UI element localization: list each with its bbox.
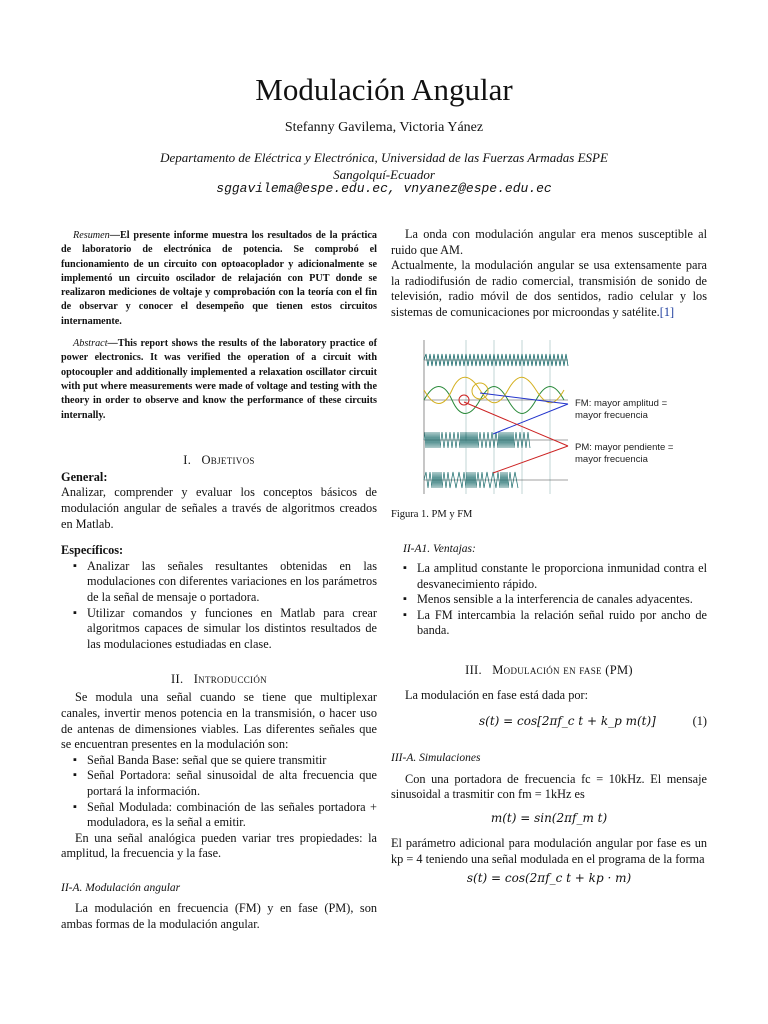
list-item: ▪ Señal Modulada: combinación de las señales portadora + moduladora, es la señal a emitir. bbox=[87, 800, 377, 831]
left-column bbox=[61, 229, 377, 932]
section-number: III. bbox=[465, 662, 482, 677]
simulation-text-2: El parámetro adicional para modulación angular por fase es un kp = 4 teniendo una señal modulada en el programa de la forma bbox=[391, 836, 707, 866]
list-item: ▪ Analizar las señales resultantes obtenidas en las modulaciones con diferentes variaciones en los parámetros de la señal de mensaje o portadora. bbox=[87, 559, 377, 606]
right-column-top bbox=[391, 227, 707, 321]
intro-list bbox=[61, 753, 377, 831]
list-item: ▪ Señal Portadora: señal sinusoidal de alta frecuencia que portará la información. bbox=[87, 768, 377, 799]
section-title: Introducción bbox=[193, 672, 267, 687]
intro-paragraph: Se modula una señal cuando se tiene que multiplexar canales, invertir menos potencia en la transmisión, o hacer uso de antenas de dimensiones viables. Las diferentes señales que se encuentran presentes en la modulación son: bbox=[61, 690, 377, 752]
paper-title: Modulación Angular bbox=[255, 72, 513, 107]
equation-2 bbox=[391, 811, 707, 827]
especificos-label: Específicos: bbox=[61, 543, 124, 558]
ventajas-list bbox=[391, 561, 707, 639]
intro-paragraph-2: En una señal analógica pueden variar tres propiedades: la amplitud, la frecuencia y la fase. bbox=[61, 830, 377, 861]
subsection-simulaciones: III-A. Simulaciones bbox=[391, 751, 481, 764]
list-item: ▪ Menos sensible a la interferencia de canales adyacentes. bbox=[417, 592, 707, 608]
equation-1-formula: s(t) = cos[2πf_c t + k_p m(t)] bbox=[479, 713, 656, 728]
pm-note-line2: mayor frecuencia bbox=[575, 454, 648, 465]
simulation-text: Con una portadora de frecuencia fc = 10kHz. El mensaje sinusoidal a trasmitir con fm = 1kHz es bbox=[391, 771, 707, 802]
section-introduccion-heading bbox=[61, 672, 377, 687]
section-objetivos-heading bbox=[61, 453, 377, 468]
section-suffix: (PM) bbox=[605, 662, 633, 677]
abstract-paragraph bbox=[61, 337, 377, 423]
section-number: I. bbox=[183, 452, 192, 467]
equation-1-number: (1) bbox=[692, 713, 707, 728]
list-item: ▪ La amplitud constante le proporciona inmunidad contra el desvanecimiento rápido. bbox=[417, 561, 707, 592]
abstract-text: —This report shows the results of the laboratory practice of power electronics. It was verified the operation of a circuit with optocoupler and additionally implemented a relaxation oscillator circuit with put where measurements were made of voltage and testing with the theory in order to observe and know the performance of these circuits internally. bbox=[61, 338, 377, 421]
figure-caption: Figura 1. PM y FM bbox=[391, 509, 473, 520]
abstract-label: Abstract bbox=[73, 338, 108, 350]
right-paragraph-2 bbox=[391, 258, 707, 320]
affiliation-line-1: Departamento de Eléctrica y Electrónica, Universidad de las Fuerzas Armadas ESPE bbox=[160, 150, 608, 165]
resumen-paragraph bbox=[61, 229, 377, 329]
list-item: ▪ Utilizar comandos y funciones en Matlab para crear algoritmos capaces de simular los distintos resultados de las modulaciones estudiadas en clase. bbox=[87, 606, 377, 653]
general-label: General: bbox=[61, 469, 108, 484]
authors: Stefanny Gavilema, Victoria Yánez bbox=[284, 120, 484, 135]
right-paragraph-2-text: Actualmente, la modulación angular se usa extensamente para la radiodifusión de radio comercial, transmisión de sonido de televisión, radio móvil de dos sentidos, radio celular y los sistemas de comunicaciones por microondas y satélite. bbox=[391, 258, 707, 319]
right-paragraph-1: La onda con modulación angular era menos susceptible al ruido que AM. bbox=[391, 227, 707, 257]
section-title: Modulación en fase bbox=[492, 662, 602, 677]
general-text: Analizar, comprender y evaluar los conceptos básicos de modulación angular de señales a través de algoritmos creados en Matlab. bbox=[61, 485, 377, 531]
pm-intro: La modulación en fase está dada por: bbox=[405, 687, 589, 702]
affiliation bbox=[0, 149, 768, 183]
resumen-label: Resumen bbox=[73, 230, 110, 241]
citation-link[interactable]: [1] bbox=[659, 304, 675, 319]
subsection-ventajas: II-A1. Ventajas: bbox=[403, 543, 476, 555]
section-number: II. bbox=[171, 672, 184, 687]
list-item: ▪ La FM intercambia la relación señal ruido por ancho de banda. bbox=[417, 608, 707, 639]
modulacion-angular-text: La modulación en frecuencia (FM) y en fase (PM), son ambas formas de la modulación angular. bbox=[61, 900, 377, 931]
list-item: ▪ Señal Banda Base: señal que se quiere transmitir bbox=[87, 753, 377, 769]
section-pm-heading bbox=[391, 663, 707, 678]
right-column-bottom bbox=[391, 543, 707, 886]
equation-3 bbox=[391, 871, 707, 887]
pm-note-line1: PM: mayor pendiente = bbox=[575, 442, 674, 453]
section-title: Objetivos bbox=[201, 452, 255, 467]
pm-fm-figure bbox=[418, 338, 718, 496]
especificos-list bbox=[61, 559, 377, 653]
affiliation-line-2: Sangolquí-Ecuador bbox=[333, 167, 435, 182]
resumen-text: —El presente informe muestra los resultados de la práctica de laboratorio de electrónica de potencia. Se comprobó el funcionamiento de un circuito con optoacoplador y adicionalmente se implementó un circuito oscilador de relajación con PUT donde se realizaron mediciones de voltaje y comprobación con la teoría con el fin de observar y conocer el desempeño que tienen estos circuitos internamente. bbox=[61, 230, 377, 327]
fm-note-line1: FM: mayor amplitud = bbox=[575, 398, 668, 409]
equation-2-formula: m(t) = sin(2πf_m t) bbox=[490, 810, 608, 825]
equation-3-formula: s(t) = cos(2πf_c t + kp · m) bbox=[466, 870, 632, 885]
author-emails: sggavilema@espe.edu.ec, vnyanez@espe.edu.ec bbox=[216, 181, 552, 196]
subsection-modulacion-angular: II-A. Modulación angular bbox=[61, 881, 181, 894]
equation-1 bbox=[391, 714, 707, 732]
fm-note-line2: mayor frecuencia bbox=[575, 410, 648, 421]
